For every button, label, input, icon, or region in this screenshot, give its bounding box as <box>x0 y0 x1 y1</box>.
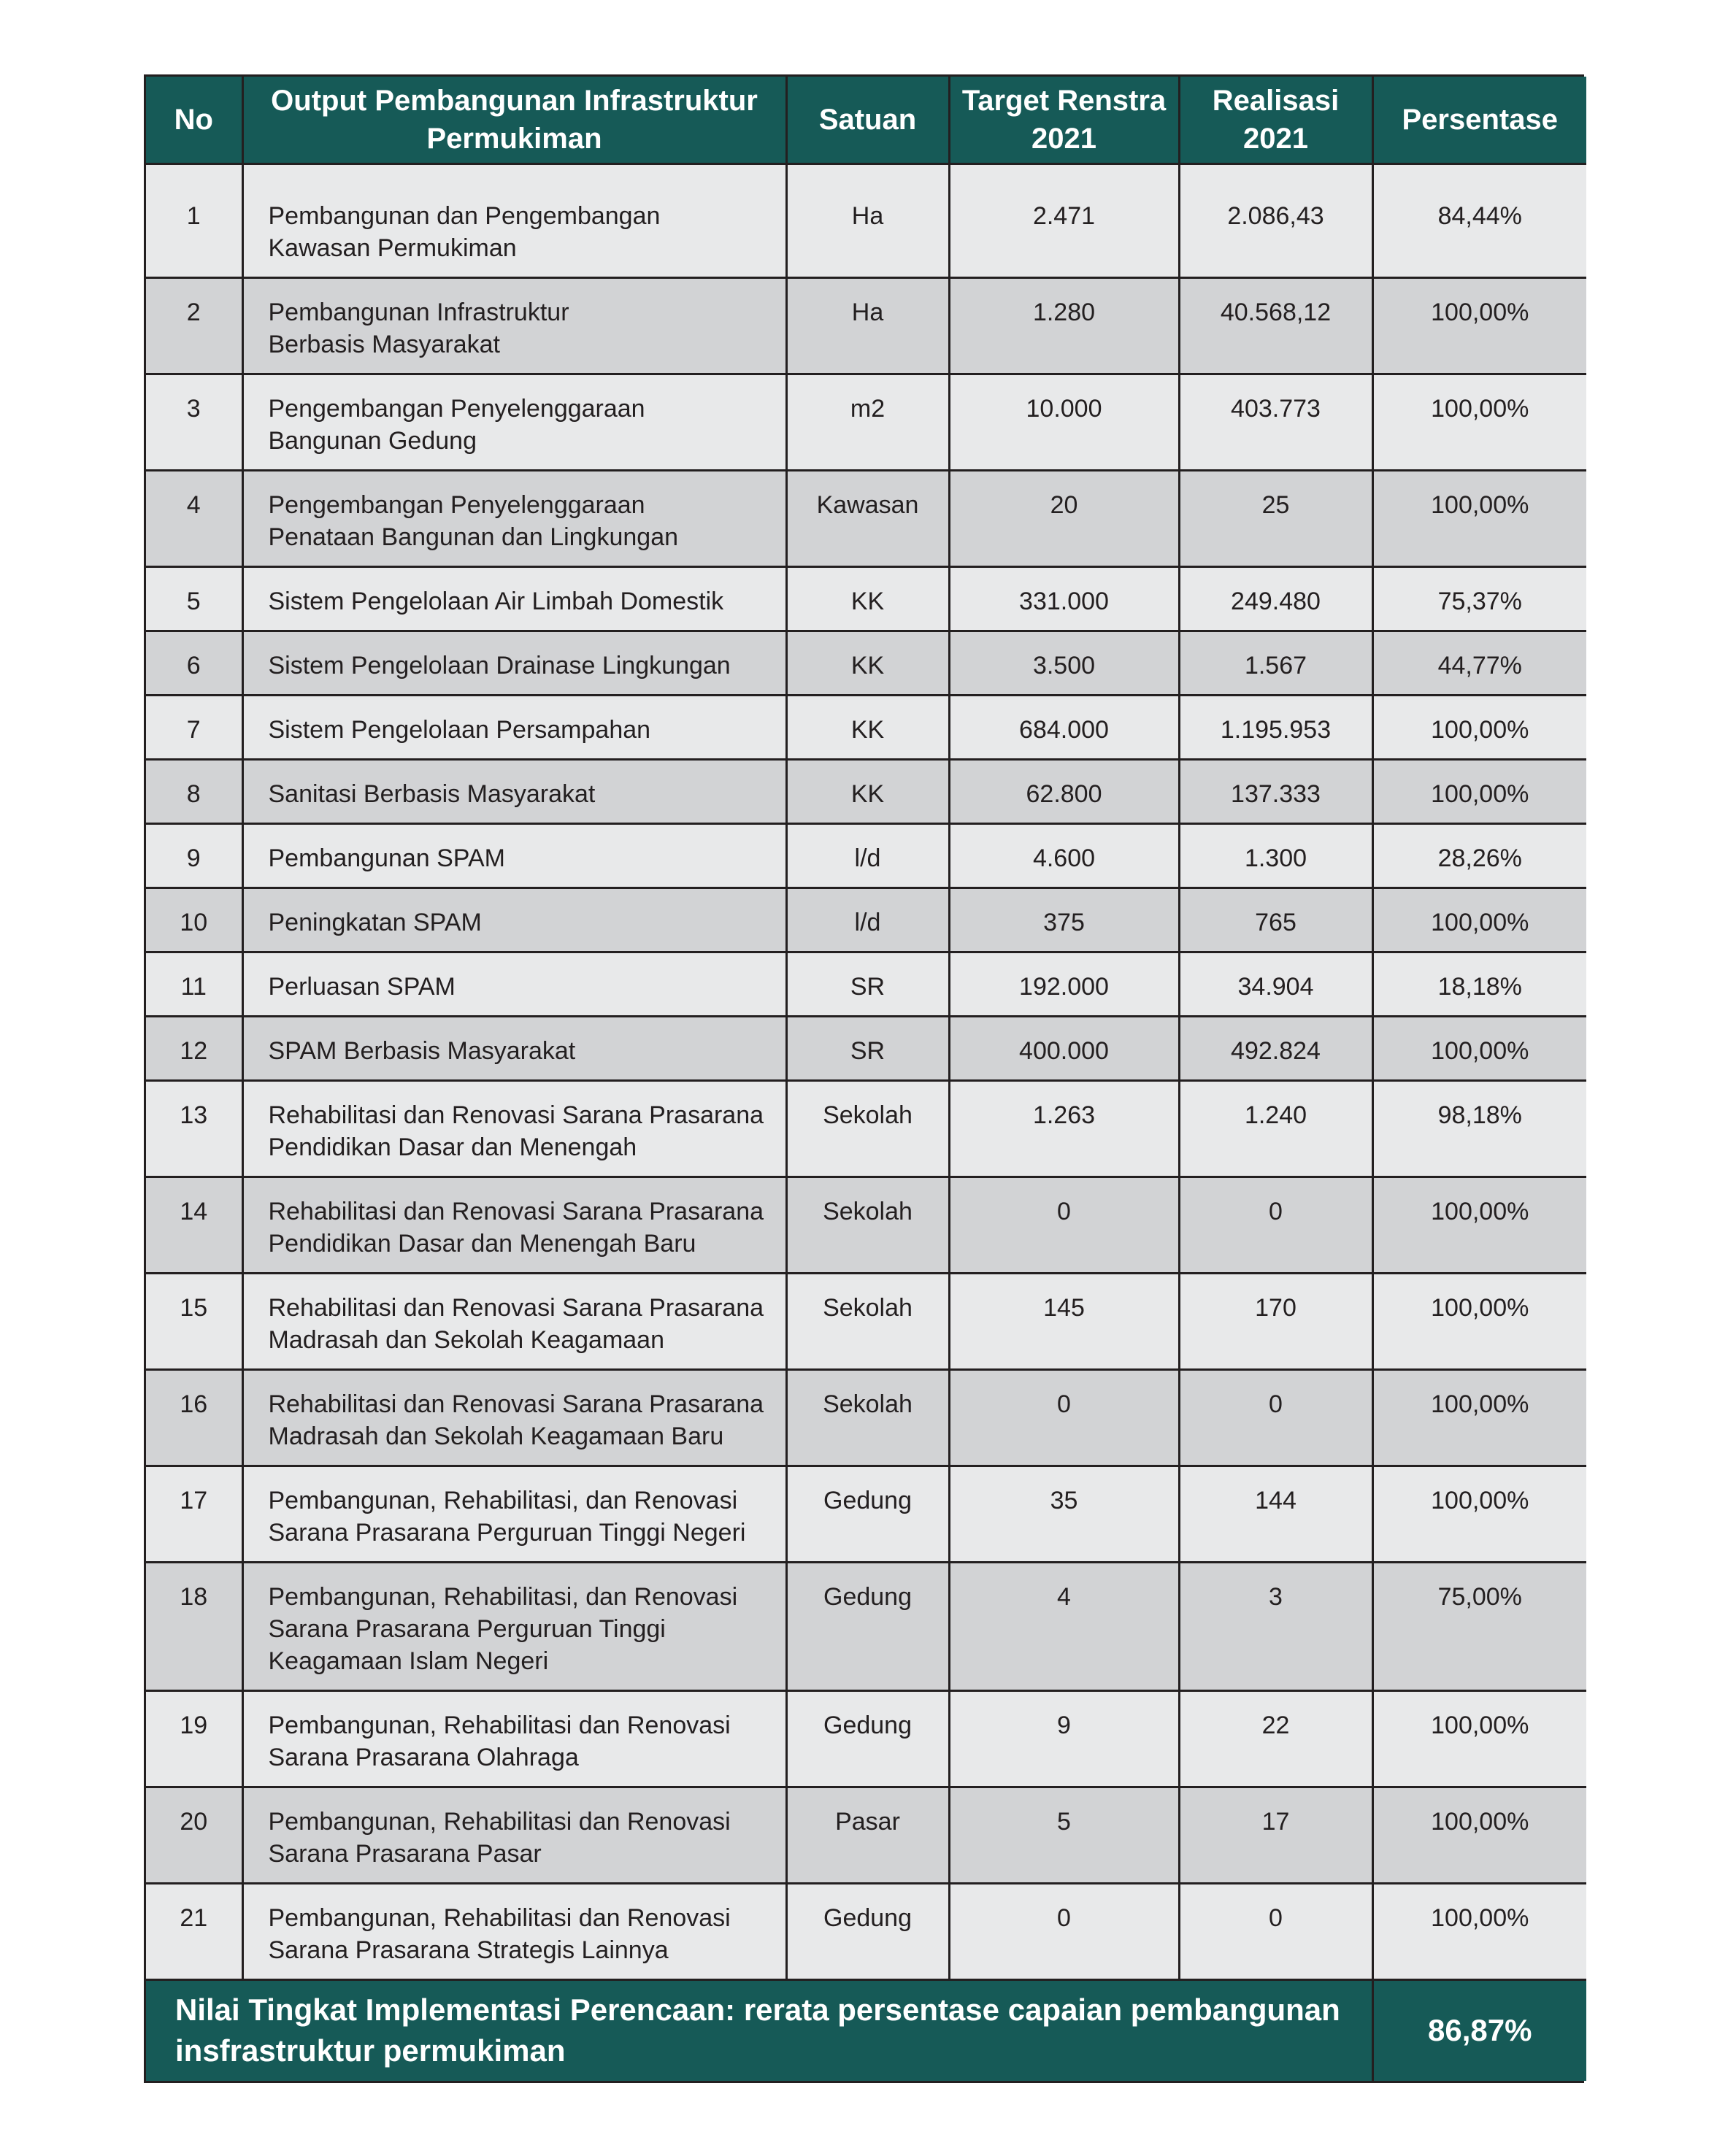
cell-no: 11 <box>146 952 242 1017</box>
cell-persentase: 75,37% <box>1372 567 1586 631</box>
cell-output-line: Sarana Prasarana Perguruan Tinggi Negeri <box>268 1519 746 1547</box>
cell-target: 4 <box>949 1563 1179 1691</box>
table-row <box>146 888 1586 952</box>
cell-persentase: 100,00% <box>1372 1177 1586 1274</box>
cell-output-line: Sarana Prasarana Strategis Lainnya <box>268 1936 669 1964</box>
cell-output-line: Pengembangan Penyelenggaraan <box>268 395 645 423</box>
table-row <box>146 1466 1586 1563</box>
cell-persentase: 44,77% <box>1372 631 1586 696</box>
cell-realisasi: 40.568,12 <box>1179 278 1372 374</box>
cell-satuan: Ha <box>786 278 949 374</box>
header-target: Target Renstra 2021 <box>949 77 1179 164</box>
table-row <box>146 1370 1586 1466</box>
cell-output <box>242 696 786 760</box>
cell-satuan: KK <box>786 631 949 696</box>
cell-output <box>242 1466 786 1563</box>
cell-satuan: SR <box>786 1017 949 1081</box>
cell-satuan: Sekolah <box>786 1370 949 1466</box>
cell-satuan: KK <box>786 760 949 824</box>
cell-no: 1 <box>146 164 242 278</box>
cell-no: 17 <box>146 1466 242 1563</box>
cell-satuan: KK <box>786 696 949 760</box>
cell-satuan: Pasar <box>786 1787 949 1884</box>
cell-target: 35 <box>949 1466 1179 1563</box>
table-row <box>146 1017 1586 1081</box>
cell-target: 5 <box>949 1787 1179 1884</box>
table-row <box>146 696 1586 760</box>
cell-output <box>242 1691 786 1787</box>
cell-persentase: 100,00% <box>1372 1787 1586 1884</box>
cell-realisasi: 403.773 <box>1179 374 1372 471</box>
cell-output <box>242 888 786 952</box>
cell-target: 1.280 <box>949 278 1179 374</box>
cell-target: 0 <box>949 1177 1179 1274</box>
cell-target: 0 <box>949 1370 1179 1466</box>
cell-no: 16 <box>146 1370 242 1466</box>
footer-row <box>146 1980 1586 2081</box>
cell-target: 375 <box>949 888 1179 952</box>
cell-output <box>242 1017 786 1081</box>
cell-persentase: 100,00% <box>1372 1884 1586 1980</box>
cell-persentase: 100,00% <box>1372 696 1586 760</box>
cell-output-line: Rehabilitasi dan Renovasi Sarana Prasarana <box>268 1101 764 1129</box>
table-row <box>146 374 1586 471</box>
cell-no: 14 <box>146 1177 242 1274</box>
cell-output-line: Pendidikan Dasar dan Menengah <box>268 1133 637 1161</box>
cell-output-line: Madrasah dan Sekolah Keagamaan Baru <box>268 1422 724 1450</box>
cell-target: 0 <box>949 1884 1179 1980</box>
cell-satuan: Gedung <box>786 1563 949 1691</box>
cell-output-line: Bangunan Gedung <box>268 427 477 455</box>
cell-target: 9 <box>949 1691 1179 1787</box>
cell-no: 13 <box>146 1081 242 1177</box>
cell-output-line: Pembangunan Infrastruktur <box>268 299 569 326</box>
cell-output-line: Berbasis Masyarakat <box>268 331 500 358</box>
cell-persentase: 100,00% <box>1372 1370 1586 1466</box>
cell-realisasi: 22 <box>1179 1691 1372 1787</box>
cell-output <box>242 1274 786 1370</box>
cell-target: 684.000 <box>949 696 1179 760</box>
table-row <box>146 1884 1586 1980</box>
cell-target: 192.000 <box>949 952 1179 1017</box>
header-row <box>146 77 1586 164</box>
cell-realisasi: 1.195.953 <box>1179 696 1372 760</box>
cell-no: 4 <box>146 471 242 567</box>
cell-target: 20 <box>949 471 1179 567</box>
cell-realisasi: 3 <box>1179 1563 1372 1691</box>
table-header <box>146 77 1586 164</box>
cell-satuan: Kawasan <box>786 471 949 567</box>
cell-output-line: Keagamaan Islam Negeri <box>268 1647 549 1675</box>
table-row <box>146 1563 1586 1691</box>
cell-realisasi: 144 <box>1179 1466 1372 1563</box>
cell-output-line: Pembangunan, Rehabilitasi, dan Renovasi <box>268 1583 738 1611</box>
cell-output <box>242 760 786 824</box>
cell-satuan: Sekolah <box>786 1177 949 1274</box>
cell-satuan: m2 <box>786 374 949 471</box>
table-row <box>146 760 1586 824</box>
table-row <box>146 567 1586 631</box>
table-row <box>146 1691 1586 1787</box>
cell-persentase: 100,00% <box>1372 1274 1586 1370</box>
infrastructure-output-table-wrapper <box>144 74 1584 2083</box>
header-persentase: Persentase <box>1372 77 1586 164</box>
cell-output <box>242 1081 786 1177</box>
cell-output-line: Sarana Prasarana Pasar <box>268 1840 542 1868</box>
cell-output-line: Penataan Bangunan dan Lingkungan <box>268 523 679 551</box>
cell-satuan: Sekolah <box>786 1081 949 1177</box>
cell-output-line: Pembangunan, Rehabilitasi dan Renovasi <box>268 1712 731 1739</box>
cell-realisasi: 137.333 <box>1179 760 1372 824</box>
cell-persentase: 100,00% <box>1372 760 1586 824</box>
cell-output-line: Pendidikan Dasar dan Menengah Baru <box>268 1230 696 1258</box>
table-row <box>146 952 1586 1017</box>
cell-realisasi: 249.480 <box>1179 567 1372 631</box>
cell-persentase: 98,18% <box>1372 1081 1586 1177</box>
table-row <box>146 278 1586 374</box>
cell-satuan: l/d <box>786 824 949 888</box>
cell-output-line: Pembangunan, Rehabilitasi dan Renovasi <box>268 1904 731 1932</box>
cell-target: 1.263 <box>949 1081 1179 1177</box>
cell-output-line: Pembangunan SPAM <box>268 844 505 872</box>
cell-target: 3.500 <box>949 631 1179 696</box>
cell-no: 10 <box>146 888 242 952</box>
cell-satuan: Gedung <box>786 1691 949 1787</box>
cell-persentase: 84,44% <box>1372 164 1586 278</box>
cell-output-line: Kawasan Permukiman <box>268 234 517 262</box>
cell-no: 21 <box>146 1884 242 1980</box>
footer-label-line: Nilai Tingkat Implementasi Perencaan: rerata persentase capaian pembangunan <box>175 1993 1340 2028</box>
cell-output-line: Rehabilitasi dan Renovasi Sarana Prasarana <box>268 1390 764 1418</box>
cell-realisasi: 1.567 <box>1179 631 1372 696</box>
cell-satuan: Ha <box>786 164 949 278</box>
header-output: Output Pembangunan Infrastruktur Permukiman <box>242 77 786 164</box>
header-realisasi: Realisasi 2021 <box>1179 77 1372 164</box>
cell-output <box>242 374 786 471</box>
cell-output <box>242 1563 786 1691</box>
cell-output <box>242 278 786 374</box>
cell-output-line: Madrasah dan Sekolah Keagamaan <box>268 1326 664 1354</box>
footer-value: 86,87% <box>1372 1980 1586 2081</box>
cell-realisasi: 0 <box>1179 1884 1372 1980</box>
table-row <box>146 164 1586 278</box>
cell-target: 331.000 <box>949 567 1179 631</box>
table-row <box>146 1177 1586 1274</box>
cell-output <box>242 824 786 888</box>
cell-no: 20 <box>146 1787 242 1884</box>
cell-persentase: 28,26% <box>1372 824 1586 888</box>
cell-persentase: 100,00% <box>1372 278 1586 374</box>
cell-output-line: Sistem Pengelolaan Air Limbah Domestik <box>268 588 724 615</box>
cell-no: 5 <box>146 567 242 631</box>
cell-output-line: Sarana Prasarana Olahraga <box>268 1744 579 1771</box>
cell-realisasi: 25 <box>1179 471 1372 567</box>
table-footer <box>146 1980 1586 2081</box>
cell-realisasi: 34.904 <box>1179 952 1372 1017</box>
cell-output <box>242 1787 786 1884</box>
cell-output-line: Sistem Pengelolaan Drainase Lingkungan <box>268 652 731 679</box>
cell-satuan: Gedung <box>786 1884 949 1980</box>
cell-output-line: Perluasan SPAM <box>268 973 456 1001</box>
header-satuan: Satuan <box>786 77 949 164</box>
footer-label-line: insfrastruktur permukiman <box>175 2033 566 2068</box>
cell-no: 9 <box>146 824 242 888</box>
cell-output-line: Sanitasi Berbasis Masyarakat <box>268 780 596 808</box>
cell-no: 8 <box>146 760 242 824</box>
cell-realisasi: 170 <box>1179 1274 1372 1370</box>
cell-output <box>242 952 786 1017</box>
cell-output-line: Sistem Pengelolaan Persampahan <box>268 716 651 744</box>
cell-persentase: 75,00% <box>1372 1563 1586 1691</box>
cell-target: 2.471 <box>949 164 1179 278</box>
infrastructure-output-table <box>146 77 1586 2081</box>
cell-output <box>242 164 786 278</box>
cell-target: 145 <box>949 1274 1179 1370</box>
cell-no: 15 <box>146 1274 242 1370</box>
cell-output <box>242 471 786 567</box>
cell-output <box>242 1370 786 1466</box>
cell-no: 12 <box>146 1017 242 1081</box>
cell-output-line: SPAM Berbasis Masyarakat <box>268 1037 576 1065</box>
cell-no: 19 <box>146 1691 242 1787</box>
cell-output-line: Sarana Prasarana Perguruan Tinggi <box>268 1615 666 1643</box>
table-row <box>146 1081 1586 1177</box>
table-body <box>146 164 1586 1980</box>
header-no: No <box>146 77 242 164</box>
cell-no: 3 <box>146 374 242 471</box>
cell-persentase: 100,00% <box>1372 1466 1586 1563</box>
cell-realisasi: 1.300 <box>1179 824 1372 888</box>
cell-output-line: Peningkatan SPAM <box>268 909 482 936</box>
cell-output <box>242 631 786 696</box>
cell-output <box>242 1177 786 1274</box>
cell-no: 2 <box>146 278 242 374</box>
cell-no: 6 <box>146 631 242 696</box>
cell-satuan: SR <box>786 952 949 1017</box>
cell-output <box>242 567 786 631</box>
cell-persentase: 100,00% <box>1372 471 1586 567</box>
cell-output-line: Rehabilitasi dan Renovasi Sarana Prasarana <box>268 1198 764 1225</box>
cell-persentase: 100,00% <box>1372 1691 1586 1787</box>
cell-output-line: Pembangunan, Rehabilitasi, dan Renovasi <box>268 1487 738 1514</box>
cell-persentase: 18,18% <box>1372 952 1586 1017</box>
cell-satuan: KK <box>786 567 949 631</box>
cell-target: 400.000 <box>949 1017 1179 1081</box>
cell-persentase: 100,00% <box>1372 374 1586 471</box>
cell-no: 7 <box>146 696 242 760</box>
cell-realisasi: 492.824 <box>1179 1017 1372 1081</box>
cell-output-line: Pembangunan, Rehabilitasi dan Renovasi <box>268 1808 731 1836</box>
table-row <box>146 631 1586 696</box>
cell-output-line: Pengembangan Penyelenggaraan <box>268 491 645 519</box>
cell-output <box>242 1884 786 1980</box>
cell-persentase: 100,00% <box>1372 1017 1586 1081</box>
cell-persentase: 100,00% <box>1372 888 1586 952</box>
table-row <box>146 824 1586 888</box>
cell-realisasi: 1.240 <box>1179 1081 1372 1177</box>
cell-output-line: Rehabilitasi dan Renovasi Sarana Prasarana <box>268 1294 764 1322</box>
cell-output-line: Pembangunan dan Pengembangan <box>268 202 661 230</box>
cell-satuan: Gedung <box>786 1466 949 1563</box>
cell-realisasi: 765 <box>1179 888 1372 952</box>
footer-label <box>146 1980 1372 2081</box>
cell-realisasi: 17 <box>1179 1787 1372 1884</box>
table-row <box>146 1274 1586 1370</box>
cell-realisasi: 0 <box>1179 1177 1372 1274</box>
table-row <box>146 1787 1586 1884</box>
table-row <box>146 471 1586 567</box>
cell-target: 10.000 <box>949 374 1179 471</box>
cell-no: 18 <box>146 1563 242 1691</box>
cell-target: 4.600 <box>949 824 1179 888</box>
cell-target: 62.800 <box>949 760 1179 824</box>
cell-realisasi: 0 <box>1179 1370 1372 1466</box>
cell-realisasi: 2.086,43 <box>1179 164 1372 278</box>
cell-satuan: Sekolah <box>786 1274 949 1370</box>
cell-satuan: l/d <box>786 888 949 952</box>
